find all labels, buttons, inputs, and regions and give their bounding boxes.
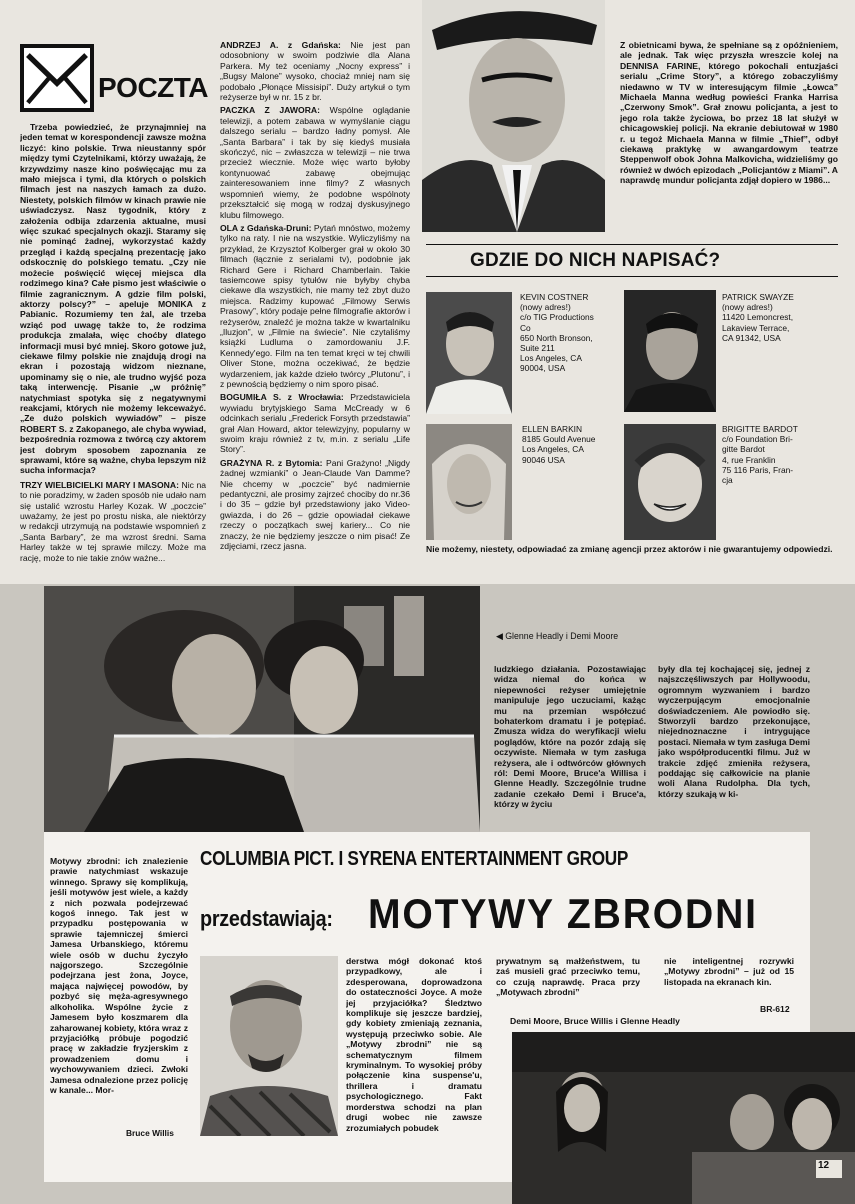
letter-5 (220, 392, 410, 454)
gdzie-header-rule-bottom (426, 276, 838, 277)
license-plate-number: 12 (818, 1160, 830, 1171)
address-line: (nowy adres!) (722, 302, 773, 313)
kevin-costner-address (520, 292, 620, 374)
letter-4-who: OLA z Gdańska-Druni: (220, 222, 312, 233)
address-line: Los Angeles, CA (522, 444, 584, 455)
poczta-logo (20, 44, 209, 114)
farina-note: Z obietnicami bywa, że spełniane są z opóźnieniem, ale jednak. Tak więc przyszła wreszcie kolej na DENNISA FARINE, którego pokochali entuzjaści serialu „Crime Story”, a którego zobaczyliśmy niedawno w TV w interesującym filmie „Łowca” Michaela Manna według powieści Franka Harrisa „Czerwony Smok”. Grał znowu policjanta, a jest to jego rola także życiowa, bo przez 18 lat służył w chicagowskiej policji. Na ekranie debiutował w 1980 r. u tegoż Michaela Manna w filmie „Thief”, odbył ciekawą praktykę w awangardowym teatrze Steppenwolf obok Johna Malkovicha, widzieliśmy go również w dwóch epizodach „Policjantów z Miami”. A naprawdę mundur policjanta zdjął dopiero w 1986... (620, 40, 838, 186)
letter-1 (20, 480, 206, 563)
film-title: MOTYWY ZBRODNI (368, 890, 758, 937)
address-line: 11420 Lemoncrest, (722, 312, 794, 323)
letter-1-text: Nic na to nie poradzimy, w żaden sposób nie udało nam się ustalić wzrostu Harley Kozak. W „poczcie” uważamy, że jest po prostu niska, ale niektórzy w redakcji utrzymują na podstawie wspomnień z „Santa Barbary”, że ma wzrost średni. Sama Harley także w tej sprawie milczy. Może ma rację, może to nie takie znów ważne... (20, 479, 206, 563)
gdzie-note: Nie możemy, niestety, odpowiadać za zmianę agencji przez aktorów i nie gwarantujemy odpowiedzi. (426, 544, 833, 554)
poczta-col1 (20, 122, 206, 570)
address-line: Co (520, 322, 531, 333)
address-line: (nowy adres!) (520, 302, 571, 313)
motywy-col3: derstwa mógł dokonać ktoś przypadkowy, ale i zdesperowana, doprowadzona do ostateczności Joyce. A może jej przyjaciółka? Śledztwo komplikuje się jeszcze bardziej, gdy kobiety zmieniają zeznania, występują przeciwko sobie. Ale „Motywy zbrodni” nie są schematycznym filmem kryminalnym. To wysokiej próby połączenie kina suspense'u, thrillera i dramatu psychologicznego. Fakt morderstwa schodzi na plan drugi wobec nie zawsze zrozumiałych pobudek (346, 956, 482, 1133)
address-line: c/o TIG Productions (520, 312, 594, 323)
address-line: PATRICK SWAYZE (722, 292, 794, 302)
motywy-col5: nie inteligentnej rozrywki „Motywy zbrodni” – już od 15 listopada na ekranach kin. (664, 956, 794, 987)
motywy-lead: Motywy zbrodni: ich znalezienie prawie natychmiast wskazuje winnego. Sprawy się komplikują, jeśli motywów jest wiele, a każdy z nich pozwala podejrzewać kogoś innego. Tak jest w przypadku postępowania w sprawie tajemniczej śmierci Jamesa Urbanskiego, któremu wiele osób w duchu życzyło najgorszego. Szczególnie podejrzana jest żona, Joyce, mająca najwięcej powodów, by pozbyć się męża-agresywnego alkoholika. Wspólne życie z Jamesem było koszmarem dla zaharowanej kobiety, która wraz z przyjaciółką próbuje pogodzić pracę w zakładzie fryzjerskim z prowadzeniem domu i wychowywaniem dzieci. Zwłoki Jamesa odnalezione przez policję w kanale... Mor- (50, 856, 188, 1095)
letter-6 (220, 458, 410, 552)
motywy-col2: były dla tej kochającej się, jednej z najszczęśliwszych par Hollywoodu, ogromnym wyzwaniem i bardzo wyczerpującym emocjonalnie doświadczeniem. Ale powiodło się. Stworzyli bardzo przekonujące, niejednoznaczne i intrygujące postaci. Niemała w tym zasługa Demi jako współproducentki filmu. Już w trakcie zdjęć zmieniła reżysera, poddając się całkowicie na planie woli Alana Rudolpha. Dla tych, którzy szukają w ki- (658, 664, 810, 799)
caption-arrow-icon: ◀ (496, 631, 503, 641)
letter-5-text: Przedstawiciela wywiadu brytyjskiego Sama McCready w 6 odcinkach serialu „Frederick Forsyth przedstawia” grał Alan Howard, aktor telewizyjny, popularny w swoim kraju również z tv, m.in. z serialu „Life Story”. (220, 392, 410, 455)
patrick-swayze-address (722, 292, 838, 343)
trio-photo (512, 1032, 855, 1204)
address-line: Lakaview Terrace, (722, 322, 790, 333)
address-line: 90004, USA (520, 363, 566, 374)
headly-moore-caption: Glenne Headly i Demi Moore (505, 631, 619, 641)
poczta-title: POCZTA (98, 72, 209, 103)
letter-5-who: BOGUMIŁA S. z Wrocławia: (220, 392, 344, 403)
address-line: 4, rue Franklin (722, 454, 776, 465)
poczta-intro: Trzeba powiedzieć, że przynajmniej na jeden temat w korespondencji zawsze można liczyć: kino polskie. Trwa nieustanny spór między tymi Czytelnikami, którzy uważają, że krzywdzimy nasze kino poświęcając mu za mało miejsca i tymi, dla których o polskich filmach jest na naszych łamach za dużo. Niestety, polskich filmów w kinach prawie nie uświadczysz. Nasz tygodnik, który z założenia odbija zdarzenia aktualne, musi więc szukać specjalnych okazji. Staramy się nie pominąć żadnej, wykorzystać każdy przegląd i każdą specjalną prezentację jako odskocznię do polskiego tematu. „Czy nie możecie poświęcić więcej miejsca dla rodzimego kina? Całe pismo jest właściwie o filmie zagranicznym. A gdzie film polski, aktorzy polscy?” – apeluje MONIKA z Pabianic. Rozumiemy ten żal, ale trzeba wziąć pod uwagę także to, że rodzima produkcja zmalała, więc choćby dlatego informacji musi być mniej. Skoro gotowe już, ciekawe filmy polskie nie znajdują drogi na ekran i pozostają widzom nieznane, upominamy się o nie, ale trudno wyjść poza taką interwencję. Pisanie „w próżnię” natychmiast spotyka się z negatywnymi reakcjami, których nie możemy lekceważyć. „Ze dużo polskich wywiadów” – pisze ROBERT S. z Zakopanego, ale chyba wywiad, bezpośrednia rozmowa z twórcą czy aktorem jest dobrym sposobem zapoznania ze sprawami, które są ważne, chyba lepszym niż sucha informacja? (20, 122, 206, 476)
letter-2 (220, 40, 410, 102)
letter-6-who: GRAŻYNA R. z Bytomia: (220, 457, 323, 468)
ellen-barkin-address (522, 424, 622, 465)
gdzie-header-rule (426, 244, 838, 245)
address-line: 75 116 Paris, Fran- (722, 464, 794, 475)
address-line: Los Angeles, CA (520, 353, 582, 364)
letter-2-text: Nie jest pan odosobniony w swoim podziwie dla Alana Parkera. My też oceniamy „Nocny express” i „Bugsy Malone” wysoko, chociaż mniej nam się podobało „Płonące Missisipi”. Duży artykuł o tym reżyserze był w nr. 15 z br. (220, 40, 410, 103)
letter-6-text: Pani Grażyno! „Nigdy żadnej wzmianki” o Jean-Claude Van Damme? Nie chcemy w „poczcie” być nadmiernie pedantyczni, ale prosimy zajrzeć chociby do nr.36 i do 35 – gdzie był przedstawiony jako Video-gwiazda, i do 26 – gdzie opowiadał ciekawe rzeczy o początkach swej kariery... Co nie znaczy, że nie będziemy jeszcze o nim pisać! Ze zdjęciami, rzecz jasna. (220, 457, 410, 552)
address-line: cja (722, 475, 733, 486)
address-line: 90046 USA (522, 454, 565, 465)
motywy-col1: ludzkiego działania. Pozostawiając widza niemal do końca w niepewności reżyser umiejętnie manipuluje jego uczuciami, każąc mu na przemian współczuć bohaterkom dramatu i je potępiać. Zmusza widza do weryfikacji wielu poglądów, które na pozór zdają się oczywiste. Niemała w tym zasługa reżysera, ale i odtwórców głównych ról: Demi Moore, Bruce'a Willisa i Glenne Headly. Szczególnie trudne zadanie czekało Demi i Bruce'a, którzy w życiu (494, 664, 646, 810)
brigitte-bardot-address (722, 424, 838, 485)
address-line: gitte Bardot (722, 444, 765, 455)
address-line: CA 91342, USA (722, 332, 781, 343)
trio-caption: Demi Moore, Bruce Willis i Glenne Headly (510, 1016, 680, 1026)
letter-2-who: ANDRZEJ A. z Gdańska: (220, 40, 341, 50)
ellen-barkin-photo (426, 424, 512, 540)
letter-3-who: PACZKA Z JAWORA: (220, 105, 320, 116)
address-line: 650 North Bronson, (520, 332, 593, 343)
presents-label: przedstawiają: (200, 906, 333, 931)
letter-3-text: Wspólne oglądanie telewizji, a potem zabawa w wymyślanie ciągu dalszego serialu – bardzo ładny pomysł. Ale „Santa Barbara” i tak by się kiedyś musiała skończyć, nic – zwłaszcza w telewizji – nie trwa przecież wiecznie. Może więc warto byłoby kontynuować zabawę obejmując zainteresowaniem inne filmy? Z własnych wspomnień wiemy, że podobne wspólnoty przekształcić się mogą w rodzaj dyskusyjnego klubu filmowego. (220, 105, 410, 220)
address-line: 8185 Gould Avenue (522, 434, 596, 445)
address-line: c/o Foundation Bri- (722, 434, 793, 445)
kevin-costner-photo (426, 292, 512, 414)
bruce-willis-photo (200, 956, 338, 1136)
bruce-willis-caption: Bruce Willis (126, 1128, 174, 1138)
brigitte-bardot-photo (624, 424, 716, 540)
motywy-col4: prywatnym są małżeństwem, tu zaś musieli grać przeciwko temu, co czują naprawdę. Praca przy „Motywach zbrodni” (496, 956, 640, 998)
dennis-farina-photo (422, 0, 605, 232)
address-line: KEVIN COSTNER (520, 292, 589, 302)
envelope-icon (20, 44, 94, 112)
poczta-col2 (220, 40, 410, 570)
patrick-swayze-photo (624, 290, 716, 412)
gdzie-title: GDZIE DO NICH NAPISAĆ? (470, 250, 721, 271)
article-signature: BR-612 (760, 1004, 790, 1014)
address-line: BRIGITTE BARDOT (722, 424, 798, 434)
presenter-line: COLUMBIA PICT. I SYRENA ENTERTAINMENT GROUP (200, 848, 628, 870)
letter-4-text: Pytań mnóstwo, możemy tylko na raty. I nie na wszystkie. Wyliczyliśmy na przykład, że Krzysztof Kolberger grał w około 30 filmach (łącznie z serialami tv), podobnie jak Richard Gere i Richard Chamberlain. Takie tasiemcowe spisy tytułów nie byłyby chyba ciekawe dla wszystkich, nie mamy też zbyt dużo miejsca. Radzimy kupować „Filmowy Serwis Prasowy”, który podaje pełne filmografie aktorów i reżyserów, znaleźć je można także w kwartalniku „Iluzjon”, w „Filmie na świecie”. Nie czytaliśmy książki Ludluma o zamordowaniu J.F. Kennedy'ego. Film na ten temat kręci w tej chwili Oliver Stone, można oczekiwać, że będzie wydarzeniem, jak każde dzieło twórcy „Plutonu”, i z pewnością będziemy o nim sporo pisać. (220, 222, 410, 389)
address-line: Suite 211 (520, 343, 555, 354)
letter-3 (220, 105, 410, 219)
letter-4 (220, 223, 410, 390)
address-line: ELLEN BARKIN (522, 424, 583, 434)
letter-1-who: TRZY WIELBICIELKI MARY I MASONA: (20, 479, 179, 490)
